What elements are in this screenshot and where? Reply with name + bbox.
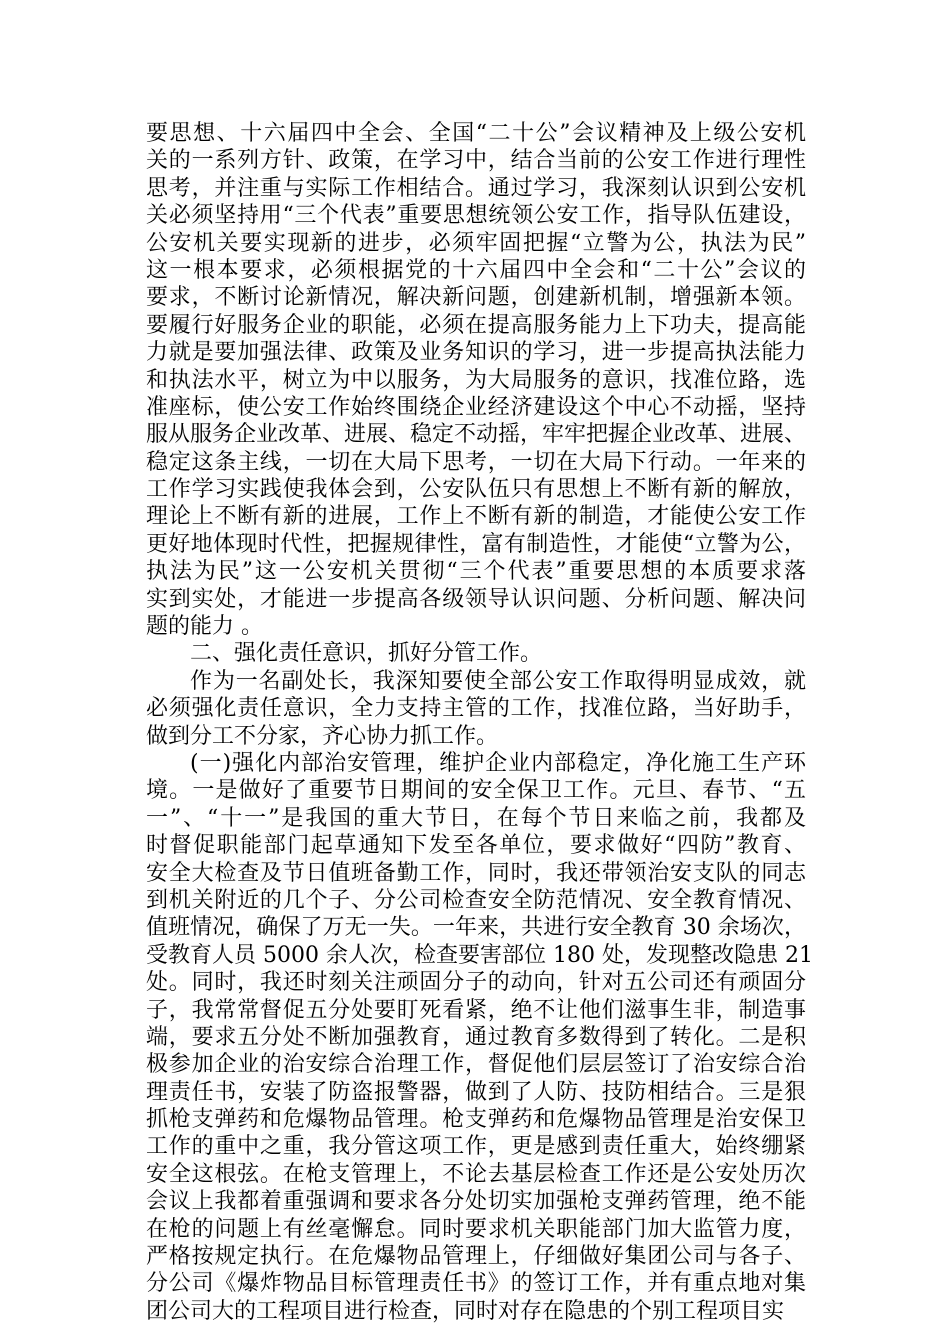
text-line: 处。同时，我还时刻关注顽固分子的动向，针对五公司还有顽固分 [146,970,806,996]
text-line: 工作学习实践使我体会到，公安队伍只有思想上不断有新的解放， [146,477,806,503]
text-line: 一”、“十一”是我国的重大节日，在每个节日来临之前，我都及 [146,805,806,831]
text-line: 要思想、十六届四中全会、全国“二十公”会议精神及上级公安机 [146,121,806,146]
text-line: 题的能力 。 [146,614,263,640]
text-line: 要履行好服务企业的职能，必须在提高服务能力上下功夫，提高能 [146,312,806,338]
text-line: 团公司大的工程项目进行检查，同时对存在隐患的个别工程项目实 [146,1298,785,1324]
text-line: 理论上不断有新的进展，工作上不断有新的制造，才能使公安工作 [146,504,806,530]
text-line: 理责任书，安装了防盗报警器，做到了人防、技防相结合。三是狠 [146,1079,806,1105]
text-line: 端，要求五分处不断加强教育，通过教育多数得到了转化。二是积 [146,1024,806,1050]
text-line: 更好地体现时代性，把握规律性，富有制造性，才能使“立警为公， [146,531,806,557]
text-line: 和执法水平，树立为中以服务，为大局服务的意识，找准位路，选 [146,367,806,393]
text-line: 二、强化责任意识，抓好分管工作。 [190,641,543,667]
paragraph [146,120,806,640]
text-line: 思考，并注重与实际工作相结合。通过学习，我深刻认识到公安机 [146,175,806,201]
text-line: 作为一名副处长，我深知要使全部公安工作取得明显成效，就 [190,668,806,694]
text-line: 做到分工不分家，齐心协力抓工作。 [146,723,499,749]
text-line: 安全这根弦。在枪支管理上，不论去基层检查工作还是公安处历次 [146,1161,806,1187]
text-line: 要求，不断讨论新情况，解决新问题，创建新机制，增强新本领。 [146,285,806,311]
text-line: 值班情况，确保了万无一失。一年来，共进行安全教育 30 余场次， [146,915,806,941]
text-line: 必须强化责任意识，全力支持主管的工作，找准位路，当好助手， [146,696,806,722]
text-line: 极参加企业的治安综合治理工作，督促他们层层签订了治安综合治 [146,1052,806,1078]
text-line: 子，我常常督促五分处要盯死看紧，绝不让他们滋事生非，制造事 [146,997,806,1023]
text-line: 严格按规定执行。在危爆物品管理上，仔细做好集团公司与各子、 [146,1244,806,1270]
text-line: 这一根本要求，必须根据党的十六届四中全会和“二十公”会议的 [146,257,806,283]
paragraph [146,750,813,1325]
text-line: 执法为民”这一公安机关贯彻“三个代表”重要思想的本质要求落 [146,559,806,585]
text-line: 在枪的问题上有丝毫懈怠。同时要求机关职能部门加大监管力度， [146,1216,806,1242]
text-line: 服从服务企业改革、进展、稳定不动摇，牢牢把握企业改革、进展、 [146,422,807,448]
text-line: 会议上我都着重强调和要求各分处切实加强枪支弹药管理，绝不能 [146,1189,806,1215]
paragraph [146,668,806,750]
text-line: 抓枪支弹药和危爆物品管理。枪支弹药和危爆物品管理是治安保卫 [146,1107,806,1133]
text-line: 关的一系列方针、政策，在学习中，结合当前的公安工作进行理性 [146,148,806,174]
text-line: 准座标，使公安工作始终围绕企业经济建设这个中心不动摇，坚持 [146,394,806,420]
text-line: (一)强化内部治安管理，维护企业内部稳定，净化施工生产环 [190,750,806,776]
paragraph [146,640,806,667]
text-line: 境。一是做好了重要节日期间的安全保卫工作。元旦、春节、“五 [146,778,806,804]
text-line: 稳定这条主线，一切在大局下思考，一切在大局下行动。一年来的 [146,449,806,475]
text-line: 受教育人员 5000 余人次，检查要害部位 180 处，发现整改隐患 21 [146,942,813,968]
text-line: 实到实处，才能进一步提高各级领导认识问题、分析问题、解决问 [146,586,806,612]
text-line: 安全大检查及节日值班备勤工作，同时，我还带领治安支队的同志 [146,860,806,886]
text-line: 关必须坚持用“三个代表”重要思想统领公安工作，指导队伍建设， [146,203,806,229]
text-line: 公安机关要实现新的进步，必须牢固把握“立警为公，执法为民” [146,230,806,256]
text-line: 到机关附近的几个子、分公司检查安全防范情况、安全教育情况、 [146,887,806,913]
text-line: 分公司《爆炸物品目标管理责任书》的签订工作，并有重点地对集 [146,1271,806,1297]
text-line: 工作的重中之重，我分管这项工作，更是感到责任重大，始终绷紧 [146,1134,806,1160]
text-line: 力就是要加强法律、政策及业务知识的学习，进一步提高执法能力 [146,340,806,366]
text-line: 时督促职能部门起草通知下发至各单位，要求做好“四防”教育、 [146,833,806,859]
document-page [146,120,813,1325]
